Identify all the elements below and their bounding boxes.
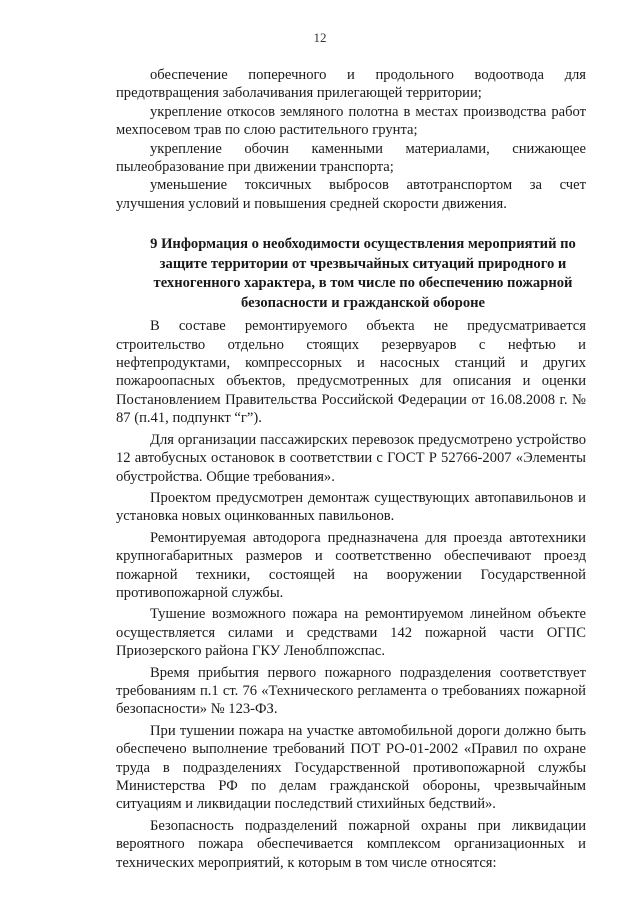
paragraph-arrival-time: Время прибытия первого пожарного подразделения соответствует требованиям п.1 ст. 76 «Технического регламента о требованиях пожарной безопасности» № 123-ФЗ. [116, 664, 586, 718]
paragraph-fire-vehicle-access: Ремонтируемая автодорога предназначена для проезда автотехники крупногабаритных размеров и соответственно обеспечивают проезд пожарной техники, состоящей на вооружении Государственной противопожарной службы. [116, 529, 586, 601]
paragraph-bus-stops: Для организации пассажирских перевозок предусмотрено устройство 12 автобусных остановок в соответствии с ГОСТ Р 52766-2007 «Элементы обустройства. Общие требования». [116, 431, 586, 485]
paragraph-hazard-objects: В составе ремонтируемого объекта не предусматривается строительство отдельно стоящих резервуаров с нефтью и нефтепродуктами, компрессорных и насосных станций и других пожароопасных объектов, предусмотренных для описания и оценки Постановлением Правительства Российской Федерации от 16.08.2008 г. № 87 (п.41, подпункт “г”). [116, 318, 586, 427]
section-heading: 9 Информация о необходимости осуществления мероприятий по защите территории от чрезвычайных ситуаций природного и техногенного характера, в том числе по обеспечению пожарной безопасности и гражданской обороне [150, 236, 576, 311]
paragraph-unit-safety: Безопасность подразделений пожарной охраны при ликвидации вероятного пожара обеспечивается комплексом организационных и технических мероприятий, к которым в том числе относятся: [116, 817, 586, 871]
page-content [116, 66, 586, 872]
paragraph-pavilions: Проектом предусмотрен демонтаж существующих автопавильонов и установка новых оцинкованных павильонов. [116, 489, 586, 525]
paragraph-drainage: обеспечение поперечного и продольного водоотвода для предотвращения заболачивания прилегающей территории; [116, 67, 586, 102]
paragraph-slope-reinforcement: укрепление откосов земляного полотна в местах производства работ мехпосевом трав по слою растительного грунта; [116, 103, 586, 139]
page-number: 12 [313, 30, 327, 45]
paragraph-shoulder-reinforcement: укрепление обочин каменными материалами, снижающее пылеобразование при движении транспорта; [116, 140, 586, 176]
paragraph-emission-reduction: уменьшение токсичных выбросов автотранспортом за счет улучшения условий и повышения средней скорости движения. [116, 177, 586, 212]
paragraph-safety-rules: При тушении пожара на участке автомобильной дороги должно быть обеспечено выполнение требований ПОТ РО-01-2002 «Правил по охране труда в подразделениях Государственной противопожарной службы Министерства РФ по делам гражданской обороны, чрезвычайным ситуациям и ликвидации последствий стихийных бедствий». [116, 722, 586, 813]
paragraph-firefighting-forces: Тушение возможного пожара на ремонтируемом линейном объекте осуществляется силами и средствами 142 пожарной части ОГПС Приозерского района ГКУ Леноблпожспас. [116, 606, 586, 660]
